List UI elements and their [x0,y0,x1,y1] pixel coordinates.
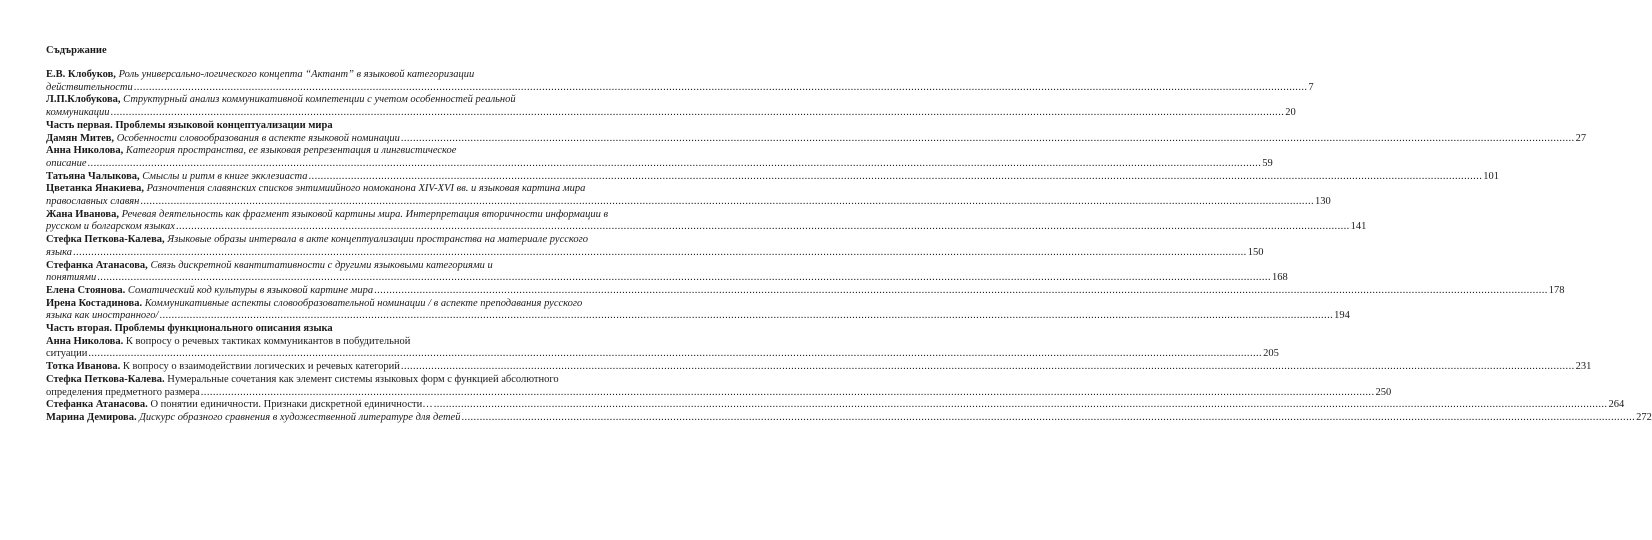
entry-line [46,246,1264,260]
entry-title-continued: языка [46,246,72,258]
entry-text [46,183,585,194]
dot-leader [140,196,1314,209]
entry-page-number: 272 [1636,411,1652,423]
toc-entry [46,335,1279,361]
entry-line [46,234,682,247]
entry-title: Языковые образы интервала в акте концептуализации пространства на материале русского [167,234,588,246]
toc-entry [46,361,1592,374]
entry-line [46,145,682,158]
entry-author: Дамян Митев, [46,132,115,144]
entry-text [46,209,608,220]
section-title: Часть вторая. Проблемы функционального описания языка [46,323,333,335]
entry-title: Речевая деятельность как фрагмент языковой картины мира. Интерпретация вторичности информации в [121,208,609,220]
entry-page-number: 194 [1334,310,1350,322]
entry-line [46,272,1288,285]
entry-title: Особенности словообразования в аспекте языковой номинации [116,132,400,144]
entry-title-continued: русском и болгарском языках [46,221,175,233]
entry-author: Е.В. Клобуков, [46,69,116,80]
entry-line [46,170,1499,184]
entry-title: О понятии единичности. Признаки дискретной единичности… [150,399,433,411]
entry-title: Роль универсально-логического концепта “Актант” в языковой категоризации [118,69,475,80]
entry-author: Татьяна Чалыкова, [46,170,140,182]
entry-text [46,133,400,146]
toc-heading: Съдържание [46,45,107,56]
dot-leader [111,107,1285,120]
entry-author: Стефка Петкова-Калева. [46,373,165,385]
entry-author: Стефанка Атанасова. [46,399,148,411]
entry-title: Разночтения славянских списков энтимиийного номоканона XIV-XVI вв. и языковая картина мира [146,183,586,195]
entry-line [46,132,1587,146]
toc-entry [46,145,1273,170]
dot-leader [201,387,1375,400]
entry-author: Л.П.Клобукова, [46,94,121,106]
dot-leader [309,171,1483,184]
entry-text [46,361,400,374]
entry-author: Стефанка Атанасова, [46,259,148,271]
dot-leader [97,272,1271,285]
entry-line [46,336,682,349]
entry-page-number: 250 [1375,386,1392,398]
toc-entry [46,170,1499,184]
entry-line [46,94,682,107]
entry-author: Жана Иванова, [46,208,119,220]
toc-entry [46,284,1565,298]
section-heading [46,323,682,336]
dot-leader [88,348,1262,361]
entry-text [46,260,493,271]
entry-page-number: 168 [1271,272,1288,284]
entry-title: Связь дискретной квантитативности с другими языковыми категориями и [150,259,493,271]
entry-line [46,386,1392,400]
toc-entry [46,94,1296,119]
toc-entry [46,373,1392,399]
toc-entry [46,183,1331,208]
entry-author: Тотка Иванова. [46,361,121,373]
entry-line [46,81,1314,95]
entry-page-number: 130 [1315,196,1331,208]
dot-leader [176,221,1350,234]
entry-text [46,399,433,412]
entry-title-continued: действительности [46,81,133,93]
entry-title-continued: ситуации [46,348,88,360]
entry-author: Стефка Петкова-Калева, [46,234,165,246]
entry-text [46,234,588,245]
entry-text [46,285,373,298]
entry-line [46,411,1652,425]
entry-page-number: 205 [1263,348,1279,360]
entry-author: Марина Демирова. [46,411,137,423]
toc-entry [46,399,1625,412]
entry-text [46,145,456,156]
entry-title: Смыслы и ритм в книге экклезиаста [142,170,308,182]
entry-title: Структурный анализ коммуникативной компетенции с учетом особенностей реальной [123,94,516,106]
table-of-contents [46,69,1652,425]
entry-text [46,374,559,385]
entry-page-number: 7 [1308,81,1314,93]
entry-page-number: 150 [1247,246,1264,258]
entry-title: Категория пространства, ее языковая репрезентация и лингвистическое [125,145,457,157]
toc-entry [46,411,1652,425]
toc-entry [46,208,1367,234]
entry-page-number: 264 [1608,399,1625,411]
entry-text [46,69,474,80]
dot-leader [159,310,1333,323]
toc-entry [46,259,1288,285]
entry-line [46,298,682,311]
toc-entry [46,132,1587,146]
entry-text [46,412,460,425]
entry-title-continued: православных славян [46,196,140,208]
entry-title: Коммуникативные аспекты словообразовательной номинации / в аспекте преподавания русского [144,297,583,309]
entry-text [46,94,516,105]
entry-title: К вопросу о взаимодействии логических и речевых категорий [122,361,400,373]
section-title: Часть первая. Проблемы языковой концептуализации мира [46,119,333,131]
entry-title-continued: описание [46,157,87,169]
entry-title-continued: языка как иностранного/ [46,310,159,322]
entry-author: Анна Николова. [46,335,124,347]
dot-leader [88,158,1262,171]
entry-line [46,221,1367,234]
dot-leader [401,133,1575,146]
entry-title-continued: понятиями [46,272,97,284]
entry-line [46,399,1625,412]
dot-leader [374,285,1548,298]
entry-line [46,361,1592,374]
dot-leader [434,399,1608,412]
entry-line [46,348,1279,361]
toc-entry [46,297,1350,323]
entry-page-number: 101 [1483,170,1499,182]
entry-page-number: 178 [1548,284,1565,296]
entry-page-number: 141 [1350,221,1367,233]
entry-title-continued: коммуникации [46,107,110,119]
entry-line [46,310,1350,323]
entry-page-number: 59 [1262,157,1273,169]
entry-line [46,157,1273,171]
entry-line [46,183,682,196]
entry-text [46,298,582,309]
entry-author: Анна Николова, [46,145,124,157]
entry-page-number: 231 [1575,361,1592,373]
dot-leader [461,412,1635,425]
entry-text [46,336,410,347]
entry-page-number: 27 [1575,132,1587,144]
section-heading [46,120,682,133]
entry-title: К вопросу о речевых тактиках коммуникантов в побудительной [125,335,411,347]
toc-entry [46,69,1314,94]
entry-line [46,196,1331,209]
entry-text [46,171,308,184]
toc-entry [46,234,1264,259]
entry-author: Елена Стоянова. [46,284,126,296]
entry-author: Ирена Костадинова. [46,297,143,309]
entry-line [46,69,682,82]
entry-line [46,284,1565,298]
entry-line [46,260,682,273]
document-page [46,44,1652,425]
entry-line [46,209,682,222]
dot-leader [134,82,1308,95]
entry-title: Нумеральные сочетания как элемент системы языковых форм с функцией абсолютного [167,373,559,385]
dot-leader [401,361,1575,374]
entry-line [46,374,682,387]
entry-title: Соматический код культуры в языковой картине мира [127,284,374,296]
dot-leader [73,247,1247,260]
entry-author: Цветанка Янакиева, [46,183,145,195]
entry-title-continued: определения предметного размера [46,386,200,398]
entry-page-number: 20 [1285,107,1296,119]
entry-line [46,107,1296,120]
entry-title: Дискурс образного сравнения в художественной литературе для детей [139,411,461,423]
